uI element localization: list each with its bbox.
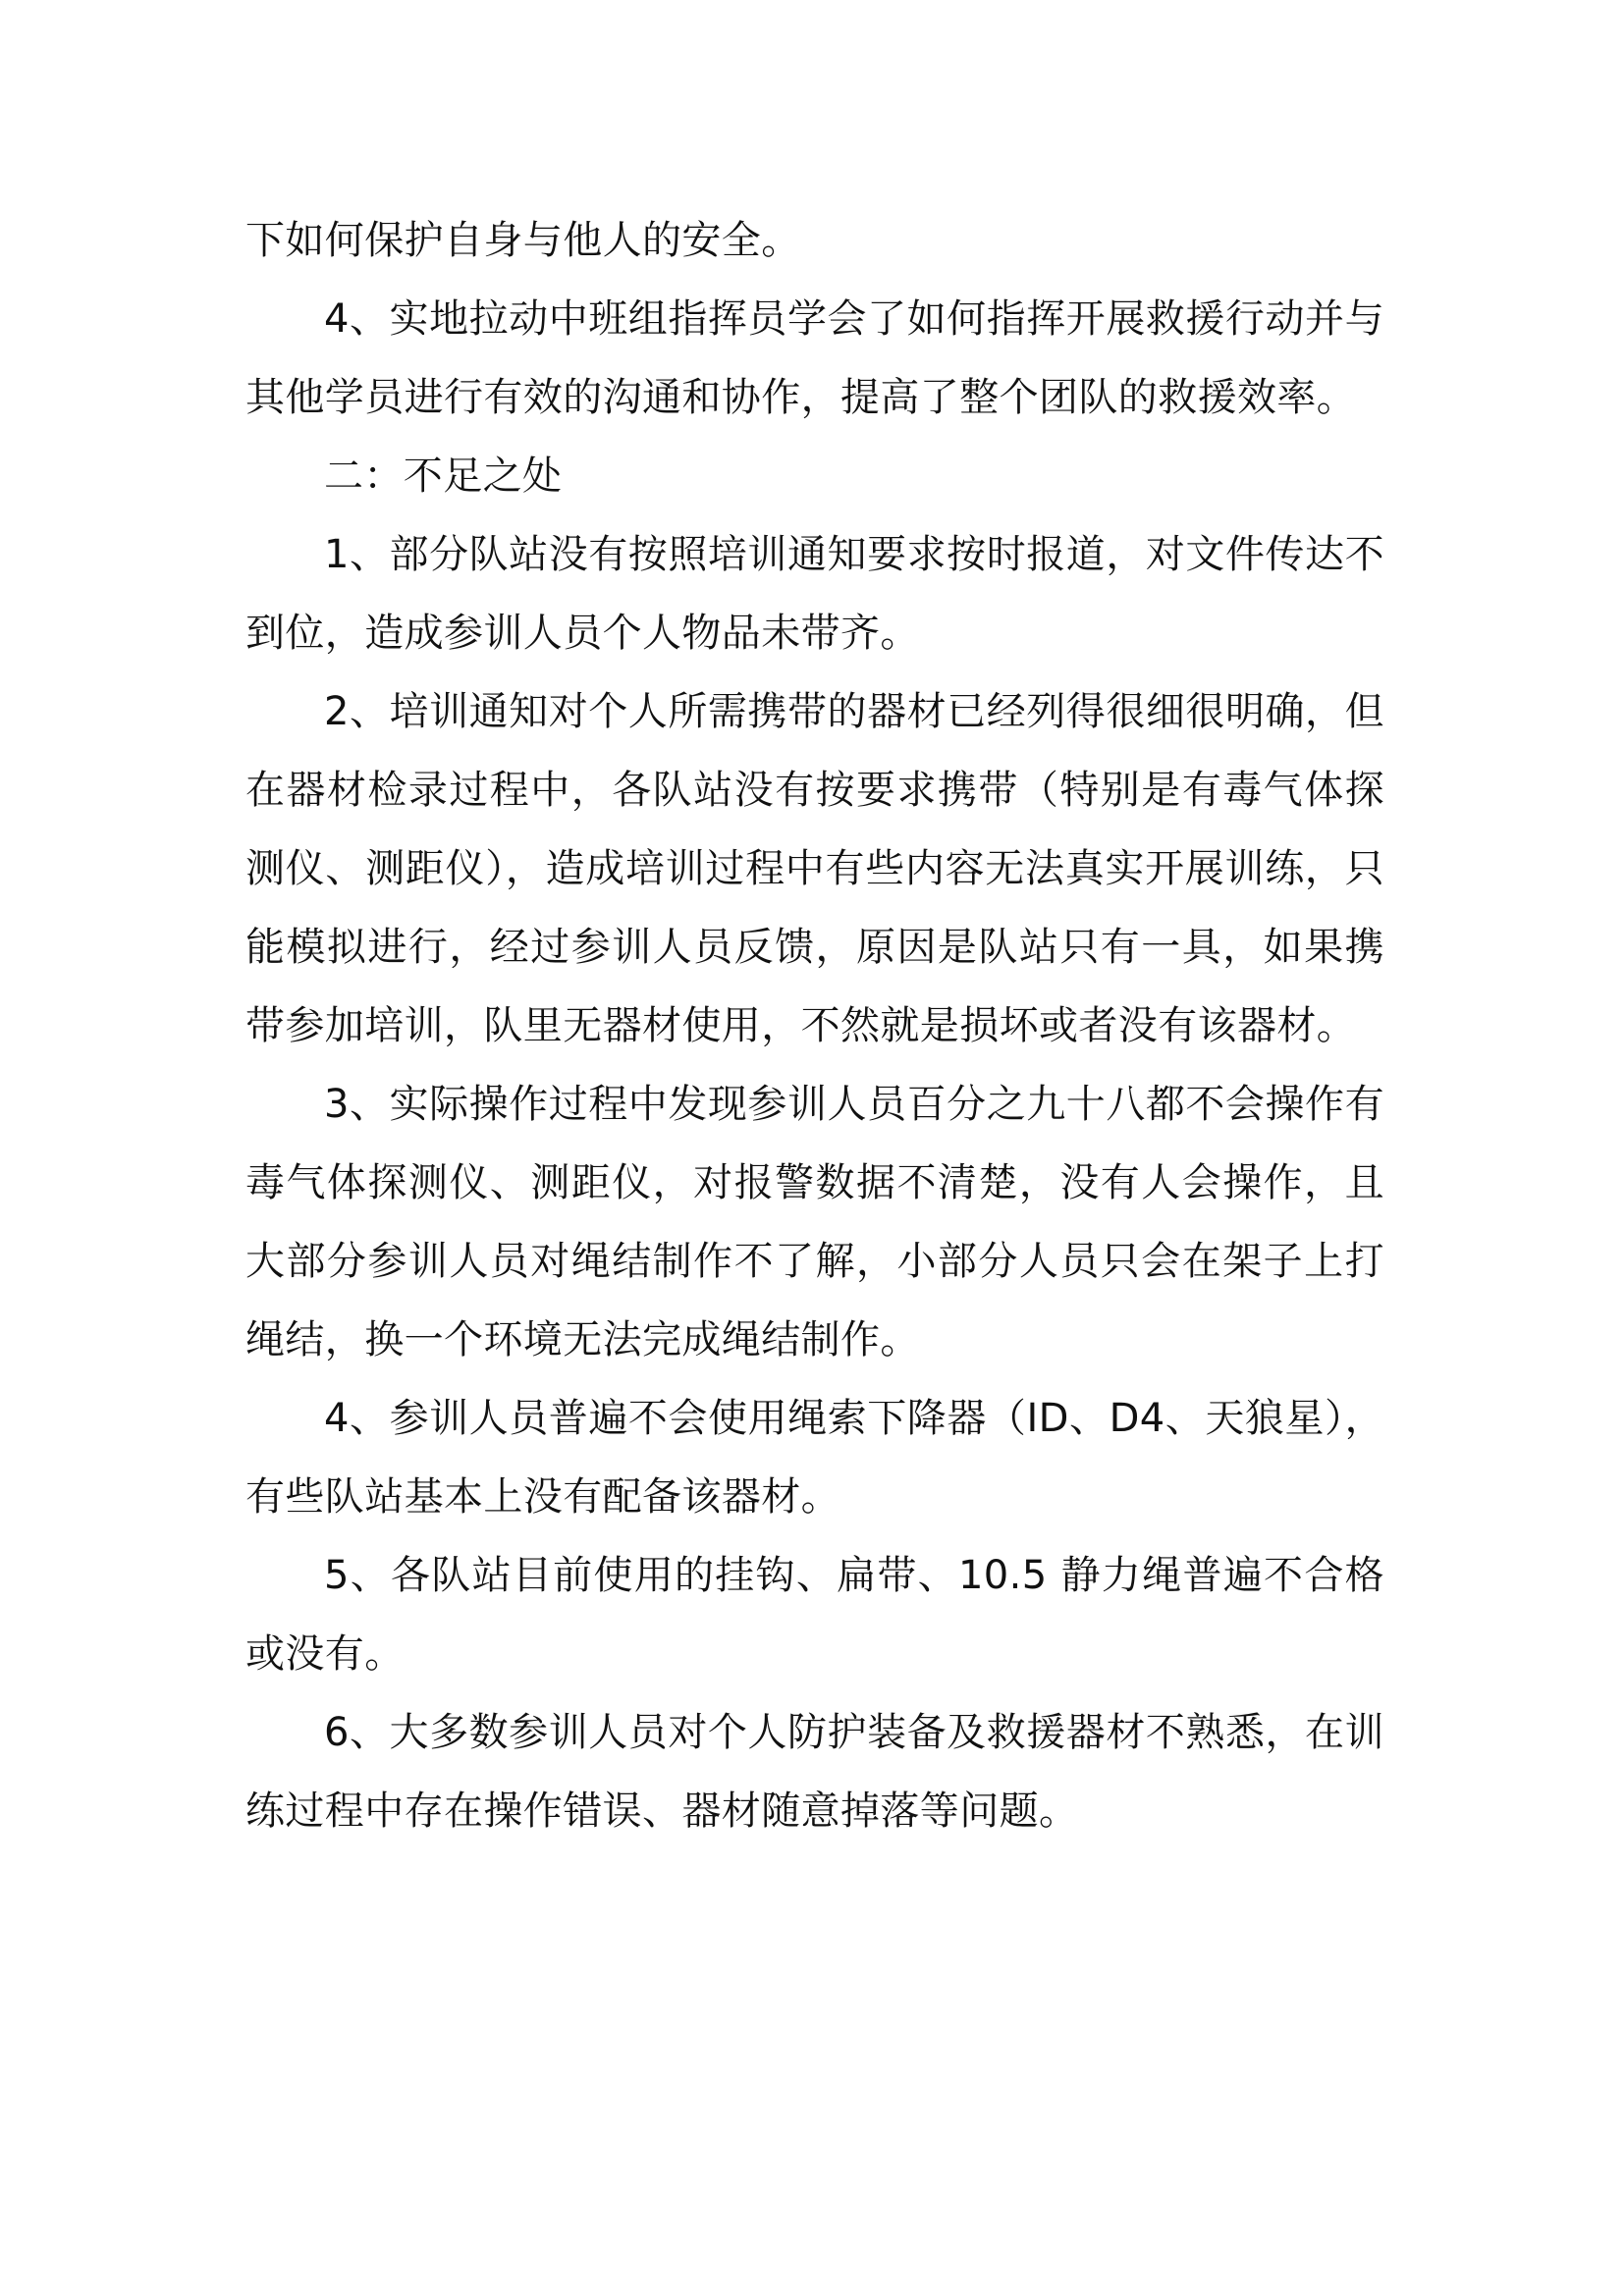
paragraph-item-1-shortcoming: 1、部分队站没有按照培训通知要求按时报道，对文件传达不到位，造成参训人员个人物品未带齐。	[245, 532, 1384, 656]
document-body	[245, 201, 1384, 1850]
paragraph-continuation: 下如何保护自身与他人的安全。	[245, 218, 801, 263]
paragraph-item-5-shortcoming: 5、各队站目前使用的挂钩、扁带、10.5 静力绳普遍不合格或没有。	[245, 1553, 1384, 1677]
paragraph-item-4-achievement: 4、实地拉动中班组指挥员学会了如何指挥开展救援行动并与其他学员进行有效的沟通和协作，提高了整个团队的救援效率。	[245, 296, 1384, 420]
paragraph-item-6-shortcoming: 6、大多数参训人员对个人防护装备及救援器材不熟悉，在训练过程中存在操作错误、器材随意掉落等问题。	[245, 1710, 1384, 1834]
paragraph-item-3-shortcoming: 3、实际操作过程中发现参训人员百分之九十八都不会操作有毒气体探测仪、测距仪，对报警数据不清楚，没有人会操作，且大部分参训人员对绳结制作不了解，小部分人员只会在架子上打绳结，换一个环境无法完成绳结制作。	[245, 1082, 1384, 1362]
section-heading-shortcomings: 二：不足之处	[324, 454, 563, 499]
paragraph-item-2-shortcoming: 2、培训通知对个人所需携带的器材已经列得很细很明确，但在器材检录过程中，各队站没有按要求携带（特别是有毒气体探测仪、测距仪），造成培训过程中有些内容无法真实开展训练，只能模拟进行，经过参训人员反馈，原因是队站只有一具，如果携带参加培训，队里无器材使用，不然就是损坏或者没有该器材。	[245, 689, 1384, 1048]
paragraph-item-4-shortcoming: 4、参训人员普遍不会使用绳索下降器（ID、D4、天狼星），有些队站基本上没有配备该器材。	[245, 1396, 1384, 1520]
